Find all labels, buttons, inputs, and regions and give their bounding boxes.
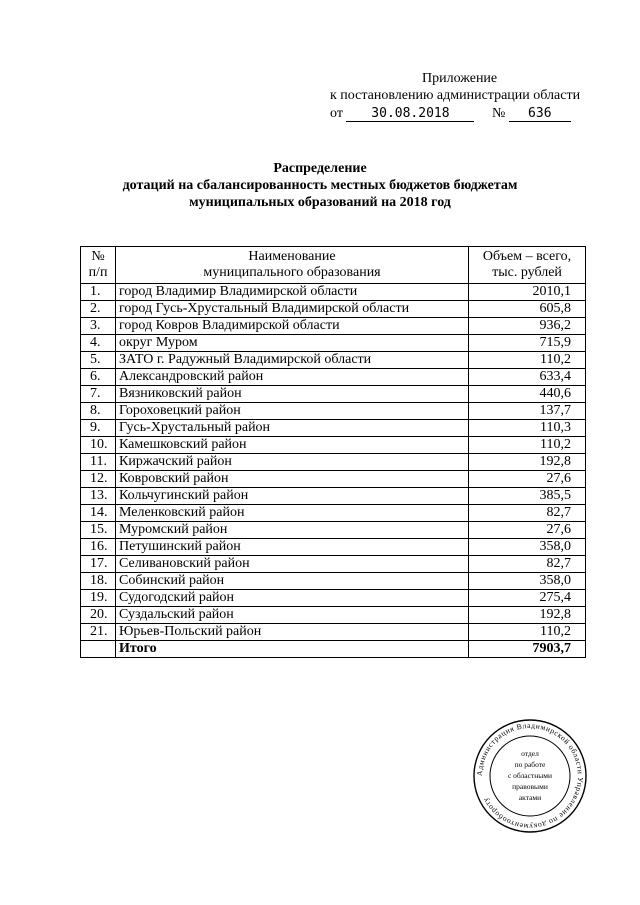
row-value: 192,8 — [469, 607, 586, 624]
decree-number: 636 — [509, 107, 571, 122]
row-name: город Владимир Владимирской области — [116, 284, 469, 301]
total-label: Итого — [116, 641, 469, 658]
row-number: 17. — [81, 556, 116, 573]
row-number: 16. — [81, 539, 116, 556]
header-number: № п/п — [81, 247, 116, 284]
number-label: № — [491, 106, 506, 121]
appendix-block — [330, 70, 620, 122]
table-row — [81, 420, 586, 437]
row-value: 2010,1 — [469, 284, 586, 301]
table-row — [81, 471, 586, 488]
row-value: 110,3 — [469, 420, 586, 437]
total-row — [81, 641, 586, 658]
table-row — [81, 624, 586, 641]
row-number: 6. — [81, 369, 116, 386]
row-name: Камешковский район — [116, 437, 469, 454]
table-row — [81, 607, 586, 624]
row-name: ЗАТО г. Радужный Владимирской области — [116, 352, 469, 369]
table-row — [81, 454, 586, 471]
row-number: 5. — [81, 352, 116, 369]
row-number: 21. — [81, 624, 116, 641]
table-row — [81, 539, 586, 556]
table-row — [81, 301, 586, 318]
row-name: округ Муром — [116, 335, 469, 352]
stamp-ring-text: Администрация Владимирской области Управление по документообороту — [474, 720, 586, 832]
row-number: 2. — [81, 301, 116, 318]
row-name: Судогодский район — [116, 590, 469, 607]
table-row — [81, 488, 586, 505]
row-number: 14. — [81, 505, 116, 522]
subsidies-table — [80, 246, 586, 658]
row-name: Юрьев-Польский район — [116, 624, 469, 641]
appendix-date-line — [330, 105, 620, 122]
row-name: Киржачский район — [116, 454, 469, 471]
title-line-3: муниципальных образований на 2018 год — [189, 195, 451, 210]
stamp-center-line: по работе — [514, 760, 546, 769]
row-value: 633,4 — [469, 369, 586, 386]
appendix-subtitle: к постановлению администрации области — [330, 88, 581, 103]
row-number: 1. — [81, 284, 116, 301]
row-number: 20. — [81, 607, 116, 624]
table-row — [81, 590, 586, 607]
row-name: Вязниковский район — [116, 386, 469, 403]
table-header-row — [81, 247, 586, 284]
row-number: 19. — [81, 590, 116, 607]
stamp-center-line: правовыми — [512, 782, 548, 791]
row-value: 82,7 — [469, 556, 586, 573]
row-number: 3. — [81, 318, 116, 335]
row-name: Александровский район — [116, 369, 469, 386]
row-value: 137,7 — [469, 403, 586, 420]
row-value: 27,6 — [469, 471, 586, 488]
row-value: 110,2 — [469, 624, 586, 641]
row-name: Кольчугинский район — [116, 488, 469, 505]
row-value: 358,0 — [469, 573, 586, 590]
from-label: от — [330, 106, 343, 121]
appendix-title: Приложение — [422, 71, 498, 86]
title-line-1: Распределение — [273, 161, 367, 176]
table-row — [81, 369, 586, 386]
row-value: 110,2 — [469, 437, 586, 454]
table-row — [81, 522, 586, 539]
table-row — [81, 403, 586, 420]
row-number: 8. — [81, 403, 116, 420]
decree-date: 30.08.2018 — [346, 107, 474, 122]
header-volume: Объем – всего, тыс. рублей — [469, 247, 586, 284]
row-number: 18. — [81, 573, 116, 590]
row-name: Суздальский район — [116, 607, 469, 624]
row-number: 9. — [81, 420, 116, 437]
row-number: 12. — [81, 471, 116, 488]
row-value: 82,7 — [469, 505, 586, 522]
row-value: 385,5 — [469, 488, 586, 505]
table-row — [81, 284, 586, 301]
row-value: 110,2 — [469, 352, 586, 369]
table-row — [81, 318, 586, 335]
table-row — [81, 437, 586, 454]
stamp-center-line: отдел — [521, 749, 539, 758]
document-title — [60, 160, 580, 211]
table-row — [81, 335, 586, 352]
row-name: Селивановский район — [116, 556, 469, 573]
row-value: 358,0 — [469, 539, 586, 556]
table-row — [81, 573, 586, 590]
table-row — [81, 505, 586, 522]
row-name: Петушинский район — [116, 539, 469, 556]
row-number: 11. — [81, 454, 116, 471]
table-row — [81, 556, 586, 573]
row-name: Собинский район — [116, 573, 469, 590]
row-number: 15. — [81, 522, 116, 539]
row-name: город Гусь-Хрустальный Владимирской области — [116, 301, 469, 318]
row-value: 440,6 — [469, 386, 586, 403]
row-name: Гусь-Хрустальный район — [116, 420, 469, 437]
row-name: Муромский район — [116, 522, 469, 539]
row-value: 27,6 — [469, 522, 586, 539]
row-value: 192,8 — [469, 454, 586, 471]
stamp-center-line: актами — [518, 793, 542, 802]
official-stamp — [472, 718, 588, 834]
row-value: 275,4 — [469, 590, 586, 607]
row-name: Гороховецкий район — [116, 403, 469, 420]
total-value: 7903,7 — [469, 641, 586, 658]
row-value: 936,2 — [469, 318, 586, 335]
title-line-2: дотаций на сбалансированность местных бюджетов бюджетам — [122, 178, 518, 193]
row-number: 7. — [81, 386, 116, 403]
row-name: Меленковский район — [116, 505, 469, 522]
header-name: Наименование муниципального образования — [116, 247, 469, 284]
row-number: 13. — [81, 488, 116, 505]
row-value: 715,9 — [469, 335, 586, 352]
row-number: 10. — [81, 437, 116, 454]
table-row — [81, 386, 586, 403]
row-name: Ковровский район — [116, 471, 469, 488]
row-name: город Ковров Владимирской области — [116, 318, 469, 335]
row-value: 605,8 — [469, 301, 586, 318]
stamp-center-line: с областными — [507, 771, 553, 780]
row-number: 4. — [81, 335, 116, 352]
table-row — [81, 352, 586, 369]
